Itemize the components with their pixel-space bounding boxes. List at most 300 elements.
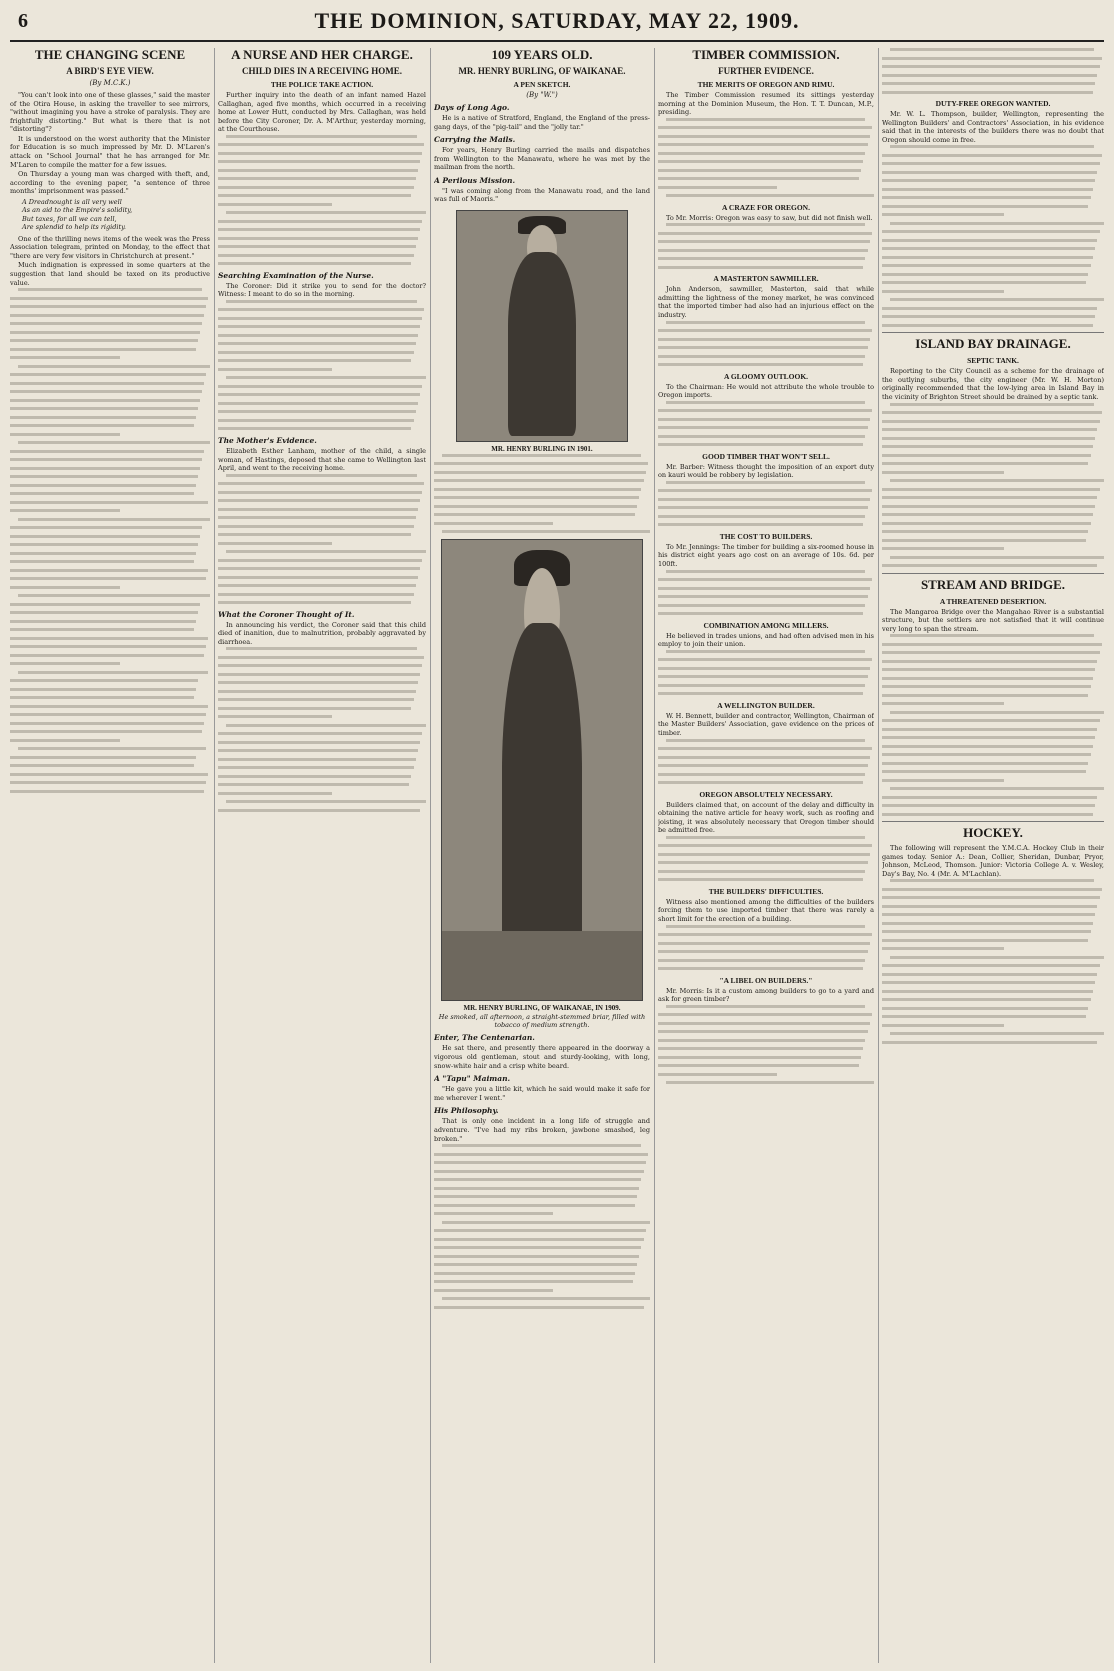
section-title: DUTY-FREE OREGON WANTED. <box>935 99 1051 108</box>
text-line <box>882 796 1097 799</box>
text-line <box>882 728 1097 731</box>
text-line <box>882 770 1086 773</box>
text-line <box>658 498 870 501</box>
text-line <box>218 516 416 519</box>
text-line <box>10 679 198 682</box>
article-heading: 109 YEARS OLD. <box>491 48 593 62</box>
verse <box>22 198 210 232</box>
text-line <box>218 775 411 778</box>
text-line <box>10 739 120 742</box>
paragraph: For years, Henry Burling carried the mails and dispatches from Wellington to the Manawatu, where he was met by the mailman from the north. <box>434 146 650 172</box>
text-line <box>658 186 777 189</box>
text-line <box>882 990 1093 993</box>
body-text-filler <box>882 145 1104 327</box>
article-heading: ISLAND BAY DRAINAGE. <box>915 336 1071 352</box>
text-line <box>218 194 411 197</box>
text-line <box>18 518 210 521</box>
text-line <box>658 950 868 953</box>
text-line <box>218 508 418 511</box>
body-text-filler <box>658 739 874 785</box>
section-title: Searching Examination of the Nurse. <box>218 270 374 280</box>
text-line <box>882 315 1095 318</box>
section-body <box>882 110 1104 144</box>
text-line <box>666 194 874 197</box>
text-line <box>882 179 1095 182</box>
text-line <box>18 747 206 750</box>
text-line <box>226 550 426 553</box>
body-text-filler <box>658 1005 874 1085</box>
text-line <box>218 766 414 769</box>
text-line <box>658 578 872 581</box>
section-body <box>218 621 426 647</box>
paragraph: Much indignation is expressed in some quarters at the suggestion that land should be taxed on its productive value. <box>10 261 210 287</box>
text-line <box>882 719 1100 722</box>
text-line <box>434 1170 644 1173</box>
section-body <box>658 463 874 480</box>
section-title: What the Coroner Thought of It. <box>218 609 355 619</box>
text-line <box>218 758 416 761</box>
text-line <box>658 658 872 661</box>
text-line <box>434 1187 639 1190</box>
text-line <box>666 481 865 484</box>
text-line <box>434 462 648 465</box>
text-line <box>882 273 1088 276</box>
text-line <box>10 501 208 504</box>
paragraph: He sat there, and presently there appeared in the doorway a vigorous old gentleman, stout and sturdy-looking, with long, snow-white hair and a crisp white beard. <box>434 1044 650 1070</box>
text-line <box>658 1064 859 1067</box>
text-line <box>882 564 1097 567</box>
newspaper-title: THE DOMINION, SATURDAY, MAY 22, 1909. <box>314 8 800 33</box>
divider <box>882 821 1104 822</box>
text-line <box>658 135 870 138</box>
text-line <box>218 169 418 172</box>
page-number: 6 <box>18 10 28 32</box>
text-line <box>882 188 1093 191</box>
masthead <box>10 8 1104 42</box>
text-line <box>658 587 870 590</box>
text-line <box>434 522 553 525</box>
text-line <box>10 552 196 555</box>
text-line <box>218 732 422 735</box>
section-title: A MASTERTON SAWMILLER. <box>713 274 819 284</box>
text-line <box>658 515 865 518</box>
article-heading: STREAM AND BRIDGE. <box>920 576 1066 592</box>
section-title: Carrying the Mails. <box>434 135 516 145</box>
section-body <box>658 898 874 924</box>
text-line <box>882 539 1086 542</box>
text-line <box>226 300 417 303</box>
body-text-filler <box>218 135 426 266</box>
text-line <box>10 407 198 410</box>
text-line <box>882 939 1088 942</box>
text-line <box>882 981 1095 984</box>
text-line <box>434 1238 644 1241</box>
text-line <box>882 1024 1004 1027</box>
text-line <box>890 1032 1104 1035</box>
text-line <box>658 781 863 784</box>
text-line <box>218 482 424 485</box>
text-line <box>10 305 206 308</box>
photo-caption: MR. HENRY BURLING, OF WAIKANAE, IN 1909. <box>463 1004 621 1013</box>
text-line <box>434 479 644 482</box>
text-line <box>434 505 637 508</box>
text-line <box>882 471 1004 474</box>
text-line <box>442 1144 641 1147</box>
text-line <box>442 1297 650 1300</box>
text-line <box>10 730 202 733</box>
text-line <box>882 745 1093 748</box>
text-line <box>658 756 870 759</box>
text-line <box>658 506 868 509</box>
divider <box>882 573 1104 574</box>
text-line <box>658 489 872 492</box>
section-body <box>434 114 650 131</box>
text-line <box>218 792 332 795</box>
text-line <box>882 324 1093 327</box>
text-line <box>882 660 1097 663</box>
text-line <box>10 722 204 725</box>
section-body <box>658 632 874 649</box>
text-line <box>434 1255 639 1258</box>
photo-ground <box>442 931 642 1000</box>
byline: (By M.C.K.) <box>89 78 131 87</box>
text-line <box>226 724 426 727</box>
text-line <box>434 1263 637 1266</box>
photo-subcaption: He smoked, all afternoon, a straight-stemmed briar, filled with tobacco of medium strength. <box>438 1013 646 1030</box>
text-line <box>882 91 1093 94</box>
text-line <box>218 402 418 405</box>
text-line <box>882 290 1004 293</box>
text-line <box>882 496 1097 499</box>
text-line <box>434 1195 637 1198</box>
text-line <box>882 281 1086 284</box>
text-line <box>10 611 198 614</box>
body-text-filler <box>882 634 1104 816</box>
text-line <box>882 998 1091 1001</box>
text-line <box>10 569 208 572</box>
section-title: A PEN SKETCH. <box>513 79 571 89</box>
text-line <box>882 445 1093 448</box>
paragraph: The following will represent the Y.M.C.A. Hockey Club in their games today. Senior A.: Dean, Collier, Sheridan, Dunbar, Pryor, Johnson, McLeod, Thomson. Junior: Victoria College A. v. Wesley, Day's Bay, No. 4 (Mr. A. M'Lachlan). <box>882 844 1104 878</box>
article-heading: THE CHANGING SCENE <box>34 48 186 62</box>
text-line <box>882 522 1091 525</box>
section-body <box>658 285 874 319</box>
section-body <box>434 1117 650 1143</box>
article-subheading: MR. HENRY BURLING, OF WAIKANAE. <box>458 65 626 76</box>
text-line <box>890 956 1104 959</box>
text-line <box>10 696 194 699</box>
body-text-filler <box>658 118 874 198</box>
text-line <box>890 48 1094 51</box>
text-line <box>882 677 1093 680</box>
text-line <box>218 368 332 371</box>
section-title: A THREATENED DESERTION. <box>939 596 1047 606</box>
text-line <box>882 411 1102 414</box>
paragraph: Mr. W. L. Thompson, builder, Wellington, representing the Wellington Builders' and Contractors' Association, in his evidence said that in the interests of the builders there was no doubt that Oregon should come in free. <box>882 110 1104 144</box>
text-line <box>218 656 424 659</box>
text-line <box>218 177 416 180</box>
text-line <box>890 787 1104 790</box>
text-line <box>882 702 1004 705</box>
text-line <box>658 240 870 243</box>
text-line <box>658 1056 861 1059</box>
text-line <box>10 450 204 453</box>
text-line <box>882 973 1097 976</box>
text-line <box>434 496 639 499</box>
paragraph: "You can't look into one of these glasses," said the master of the Otira House, in asking the traveller to see mirrors, "without imagining you have a stroke of paralysis. They are frightfully distorting." But what is there that is not "distorting"? <box>10 90 210 134</box>
text-line <box>218 160 420 163</box>
section-title: A WELLINGTON BUILDER. <box>717 700 815 710</box>
paragraph: Reporting to the City Council as a scheme for the drainage of the outlying suburbs, the city engineer (Mr. W. H. Morton) originally recommended that the low-lying area in Island Bay in the vicinity of Brighton Street should be drained by a septic tank. <box>882 367 1104 401</box>
text-line <box>658 426 868 429</box>
text-line <box>10 467 200 470</box>
text-line <box>882 171 1097 174</box>
text-line <box>882 264 1091 267</box>
text-line <box>658 861 868 864</box>
text-line <box>218 393 420 396</box>
text-line <box>658 667 870 670</box>
portrait-photo-1909 <box>441 539 643 1001</box>
text-line <box>882 643 1102 646</box>
section-title: The Mother's Evidence. <box>218 435 317 445</box>
paragraph: Further inquiry into the death of an infant named Hazel Callaghan, aged five months, which occurred in a receiving home at Lower Hutt, conducted by Mrs. Callaghan, was held before the City Coroner, Dr. A. M'Arthur, yesterday morning, at the Courthouse. <box>218 90 426 134</box>
text-line <box>882 247 1095 250</box>
text-line <box>10 382 204 385</box>
text-line <box>434 1229 646 1232</box>
text-line <box>218 186 414 189</box>
text-line <box>658 747 872 750</box>
text-line <box>882 462 1088 465</box>
article-body <box>10 91 210 196</box>
text-line <box>658 169 861 172</box>
text-line <box>218 698 414 701</box>
text-line <box>218 228 420 231</box>
text-line <box>218 741 420 744</box>
text-line <box>434 488 641 491</box>
columns <box>10 48 1104 1663</box>
text-line <box>10 560 194 563</box>
text-line <box>434 1280 633 1283</box>
photo-figure-body <box>508 252 576 436</box>
section-body <box>658 801 874 835</box>
column-nurse-charge <box>218 48 426 1663</box>
text-line <box>10 373 206 376</box>
text-line <box>18 441 210 444</box>
text-line <box>10 297 208 300</box>
text-line <box>218 419 414 422</box>
text-line <box>218 317 422 320</box>
text-line <box>658 355 865 358</box>
section-body <box>658 712 874 738</box>
paragraph: Builders claimed that, on account of the delay and difficulty in obtaining the native article for heavy work, such as roofing and joisting, it was absolutely necessary that Oregon timber should be admitted free. <box>658 800 874 835</box>
text-line <box>10 781 206 784</box>
section-body <box>658 987 874 1004</box>
verse-line: A Dreadnought is all very well <box>22 197 122 206</box>
text-line <box>10 399 200 402</box>
text-line <box>882 922 1093 925</box>
text-line <box>882 1041 1097 1044</box>
text-line <box>882 753 1091 756</box>
text-line <box>666 739 865 742</box>
text-line <box>218 410 416 413</box>
column-rule <box>654 48 655 1663</box>
text-line <box>658 257 865 260</box>
paragraph: "He gave you a little kit, which he said would make it safe for me wherever I went." <box>434 1085 650 1102</box>
section-title: THE POLICE TAKE ACTION. <box>270 79 374 89</box>
text-line <box>882 428 1097 431</box>
paragraph: The Mangaroa Bridge over the Mangahao River is a substantial structure, but the settlers are not satisfied that it will continue very long to span the stream. <box>882 607 1104 633</box>
text-line <box>658 684 865 687</box>
text-line <box>218 385 422 388</box>
body-text-filler <box>10 288 210 793</box>
text-line <box>218 664 422 667</box>
paragraph: On Thursday a young man was charged with theft, and, according to the evening paper, "a sentence of three months' imprisonment was passed." <box>10 170 210 196</box>
text-line <box>218 491 422 494</box>
text-line <box>658 959 865 962</box>
text-line <box>658 152 865 155</box>
section-title: "A LIBEL ON BUILDERS." <box>719 975 813 985</box>
text-line <box>658 143 868 146</box>
text-line <box>658 418 870 421</box>
column-changing-scene <box>10 48 210 1663</box>
text-line <box>10 705 208 708</box>
text-line <box>10 756 196 759</box>
text-line <box>882 230 1100 233</box>
paragraph: To the Chairman: He would not attribute the whole trouble to Oregon imports. <box>658 382 874 400</box>
paragraph: Elizabeth Esther Lanham, mother of the child, a single woman, of Hastings, deposed that she came to Wellington last April, and went to the receiving home. <box>218 446 426 473</box>
text-line <box>218 351 414 354</box>
text-line <box>10 356 120 359</box>
article-subheading: FURTHER EVIDENCE. <box>718 65 814 76</box>
text-line <box>882 685 1091 688</box>
text-line <box>890 145 1094 148</box>
section-title: A "Tapu" Maiman. <box>434 1074 511 1084</box>
section-body <box>218 91 426 134</box>
text-line <box>882 888 1102 891</box>
text-line <box>890 711 1104 714</box>
text-line <box>218 749 418 752</box>
text-line <box>18 671 208 674</box>
text-line <box>10 764 194 767</box>
text-line <box>882 1015 1086 1018</box>
text-line <box>658 604 865 607</box>
text-line <box>882 505 1095 508</box>
text-line <box>882 930 1091 933</box>
verse-line: As an aid to the Empire's solidity, <box>22 206 133 215</box>
text-line <box>882 488 1100 491</box>
section-title: A GLOOMY OUTLOOK. <box>723 371 809 381</box>
paragraph: John Anderson, sawmiller, Masterton, said that while admitting the lightness of the money market, he was convinced that the imported timber had also had an injurious effect on the industry. <box>658 285 874 319</box>
text-line <box>434 1212 553 1215</box>
text-line <box>218 152 422 155</box>
body-text-filler <box>658 650 874 696</box>
text-line <box>10 620 196 623</box>
text-line <box>882 913 1095 916</box>
body-text-filler <box>658 401 874 447</box>
text-line <box>226 135 417 138</box>
text-line <box>10 628 194 631</box>
section-body <box>434 187 650 204</box>
text-line <box>10 339 198 342</box>
text-line <box>666 1005 865 1008</box>
text-line <box>218 715 332 718</box>
portrait-photo-1901 <box>456 210 628 442</box>
body-text-filler <box>658 321 874 367</box>
text-line <box>10 586 120 589</box>
body-text-filler <box>882 403 1104 568</box>
text-line <box>658 329 872 332</box>
text-line <box>658 1047 863 1050</box>
text-line <box>658 764 868 767</box>
section-body <box>882 844 1104 878</box>
section-title: A CRAZE FOR OREGON. <box>722 202 810 212</box>
body-text-filler <box>658 925 874 971</box>
text-line <box>890 879 1094 882</box>
text-line <box>882 547 1004 550</box>
section-body <box>434 1085 650 1102</box>
text-line <box>218 254 414 257</box>
text-line <box>658 346 868 349</box>
text-line <box>434 1289 553 1292</box>
text-line <box>434 513 635 516</box>
section-title: OREGON ABSOLUTELY NECESSARY. <box>699 789 833 799</box>
section-title: A Perilous Mission. <box>434 175 516 185</box>
text-line <box>218 576 418 579</box>
text-line <box>658 853 870 856</box>
text-line <box>218 334 418 337</box>
text-line <box>226 376 426 379</box>
text-line <box>882 454 1091 457</box>
text-line <box>882 307 1097 310</box>
text-line <box>218 237 418 240</box>
text-line <box>658 692 863 695</box>
section-title: GOOD TIMBER THAT WON'T SELL. <box>702 451 830 461</box>
text-line <box>890 634 1094 637</box>
paragraph: Mr. Morris: Is it a custom among builders to go to a yard and ask for green timber? <box>658 986 874 1004</box>
text-line <box>218 601 411 604</box>
text-line <box>658 612 863 615</box>
text-line <box>658 933 872 936</box>
text-line <box>218 783 409 786</box>
text-line <box>10 314 204 317</box>
paragraph: To Mr. Jennings: The timber for building a six-roomed house in his district eight years ago cost on an average of 10s. 6d. per 100ft. <box>658 542 874 569</box>
column-109-years <box>434 48 650 1663</box>
text-line <box>882 213 1004 216</box>
section-body <box>882 608 1104 634</box>
text-line <box>658 1030 868 1033</box>
text-line <box>658 338 870 341</box>
text-line <box>10 535 200 538</box>
text-line <box>218 220 422 223</box>
section-body <box>658 91 874 117</box>
text-line <box>18 288 202 291</box>
text-line <box>218 681 418 684</box>
text-line <box>658 232 872 235</box>
paragraph: One of the thrilling news items of the week was the Press Association telegram, printed on Monday, to the effect that "there are very few visitors in Christchurch at present." <box>10 234 210 260</box>
text-line <box>882 694 1088 697</box>
paragraph: "I was coming along from the Manawatu road, and the land was full of Maoris." <box>434 186 650 204</box>
text-line <box>218 203 332 206</box>
body-text-filler <box>218 647 426 812</box>
text-line <box>658 1013 872 1016</box>
text-line <box>890 556 1104 559</box>
text-line <box>10 509 120 512</box>
text-line <box>666 118 865 121</box>
text-line <box>658 177 859 180</box>
column-rule <box>430 48 431 1663</box>
text-line <box>882 154 1102 157</box>
text-line <box>218 533 411 536</box>
